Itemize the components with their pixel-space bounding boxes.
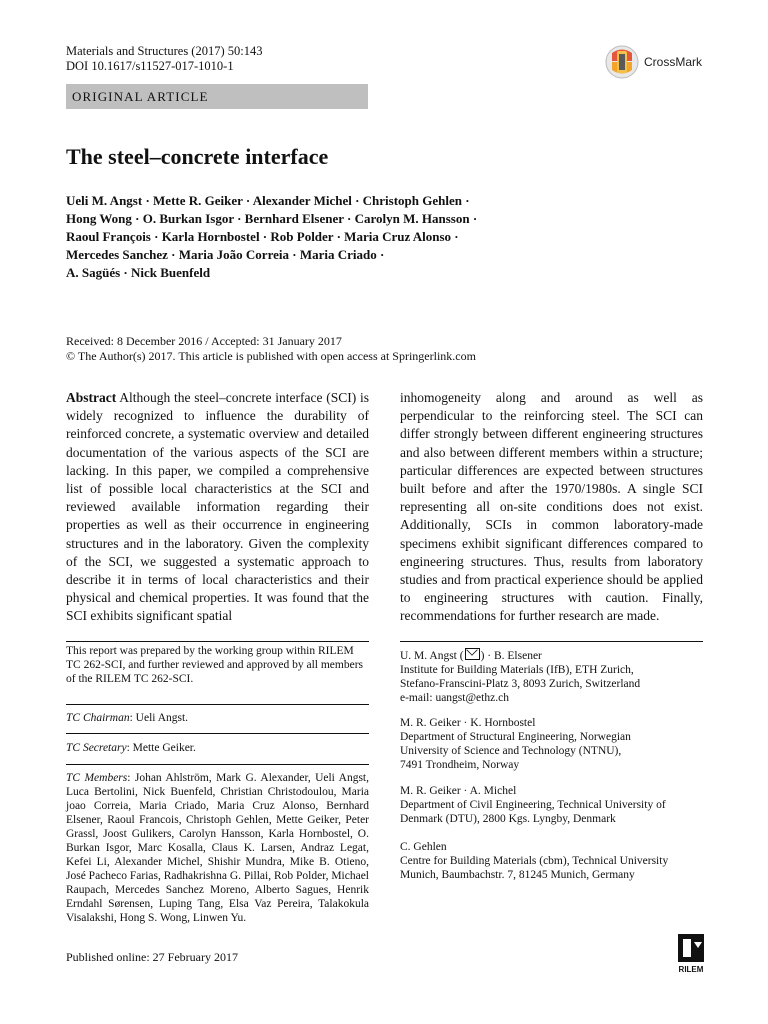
- affiliation-3: [400, 784, 703, 826]
- abstract-heading: Abstract: [66, 390, 117, 405]
- affiliation-line: Department of Civil Engineering, Technical University of: [400, 799, 666, 811]
- crossmark-label: CrossMark: [644, 55, 703, 69]
- copyright-line: © The Author(s) 2017. This article is published with open access at Springerlink.com: [66, 349, 476, 363]
- footnote-rule: [66, 641, 369, 642]
- affiliation-1: [400, 648, 703, 705]
- divider: [66, 733, 369, 734]
- affiliation-rule: [400, 641, 703, 642]
- svg-text:RILEM: RILEM: [678, 965, 704, 974]
- rilem-logo-icon: [678, 934, 704, 974]
- author-list: [66, 192, 536, 282]
- affiliation-line: Institute for Building Materials (IfB), ETH Zurich,: [400, 664, 634, 676]
- tc-members: [66, 771, 369, 925]
- published-online: Published online: 27 February 2017: [66, 950, 238, 964]
- envelope-icon[interactable]: [465, 648, 480, 660]
- affiliation-line: University of Science and Technology (NTNU),: [400, 745, 622, 757]
- chairman-name: : Ueli Angst.: [129, 712, 189, 724]
- journal-citation: Materials and Structures (2017) 50:143: [66, 44, 263, 58]
- divider: [66, 704, 369, 705]
- abstract-col-1: [66, 389, 369, 626]
- divider: [66, 764, 369, 765]
- members-list: : Johan Ahlström, Mark G. Alexander, Ueli Angst, Luca Bertolini, Nick Buenfeld, Christian Christodoulou, Maria joao Correia, Maria Criado, Maria Cruz Alonso, Bernhard Elsener, Raoul Francois, Christoph Gehlen, Mette Geiker, Peter Grassl, Joost Gulikers, Carolyn Hansson, Karla Hornbostel, O. Burkan Isgor, Marc Kosalla, Claus K. Larsen, Andraz Legat, Kefei Li, Alexander Michel, Shishir Mundra, Mike B. Otieno, José Pacheco Farias, Radhakrishna G. Pillai, Rob Polder, Michael Raupach, Mercedes Sanchez Moreno, Alberto Sagues, Henrik Erndahl Sørensen, Luping Tang, Elsa Vaz Pereira, Talakokula Visalakshi, Hong S. Wong, Linwen Yu.: [66, 772, 369, 924]
- affiliation-line: Denmark (DTU), 2800 Kgs. Lyngby, Denmark: [400, 813, 616, 825]
- affiliation-line: Stefano-Franscini-Platz 3, 8093 Zurich, Switzerland: [400, 678, 641, 690]
- affiliation-line: Munich, Baumbachstr. 7, 81245 Munich, Germany: [400, 869, 635, 881]
- secretary-label: TC Secretary: [66, 742, 127, 754]
- doi-line: DOI 10.1617/s11527-017-1010-1: [66, 59, 234, 73]
- affiliation-names: C. Gehlen: [400, 841, 447, 853]
- affiliation-names: M. R. Geiker · A. Michel: [400, 785, 517, 797]
- author-line: Hong Wong · O. Burkan Isgor · Bernhard Elsener · Carolyn M. Hansson ·: [66, 211, 478, 226]
- article-dates: [66, 334, 476, 364]
- affiliation-names-post: ) · B. Elsener: [480, 650, 542, 662]
- affiliation-line: Centre for Building Materials (cbm), Technical University: [400, 855, 669, 867]
- crossmark-badge[interactable]: [604, 43, 702, 81]
- author-line: A. Sagüés · Nick Buenfeld: [66, 265, 211, 280]
- tc-secretary: [66, 741, 369, 755]
- rilem-logo: [678, 934, 704, 979]
- article-type-banner: ORIGINAL ARTICLE: [66, 84, 368, 109]
- affiliation-line: Department of Structural Engineering, Norwegian: [400, 731, 631, 743]
- secretary-name: : Mette Geiker.: [126, 742, 196, 754]
- author-line: Mercedes Sanchez · Maria João Correia · Maria Criado ·: [66, 247, 385, 262]
- affiliation-2: [400, 716, 703, 772]
- affiliation-names: [400, 648, 703, 663]
- author-line: Ueli M. Angst · Mette R. Geiker · Alexander Michel · Christoph Gehlen ·: [66, 193, 470, 208]
- affiliation-names-pre: U. M. Angst (: [400, 650, 464, 662]
- affiliation-names: M. R. Geiker · K. Hornbostel: [400, 717, 536, 729]
- members-label: TC Members: [66, 772, 128, 784]
- affiliation-email[interactable]: e-mail: uangst@ethz.ch: [400, 692, 509, 704]
- report-note: This report was prepared by the working group within RILEM TC 262-SCI, and further reviewed and approved by all members of the RILEM TC 262-SCI.: [66, 645, 363, 685]
- affiliation-line: 7491 Trondheim, Norway: [400, 759, 520, 771]
- received-accepted: Received: 8 December 2016 / Accepted: 31 January 2017: [66, 334, 342, 348]
- journal-header: [66, 44, 262, 74]
- abstract-text: Although the steel–concrete interface (SCI) is widely recognized to influence the durability of reinforced concrete, a systematic overview and detailed documentation of the various aspects of the SCI are lacking. In this paper, we compiled a comprehensive list of possible local characteristics at the SCI and reviewed available information regarding their properties as well as their occurrence in engineering structures and in the laboratory. Given the complexity of the SCI, we suggested a systematic approach to describe it in terms of local characteristics and their physical and chemical properties. It was found that the SCI exhibits significant spatial: [66, 390, 369, 624]
- abstract-col-2: inhomogeneity along and around as well as perpendicular to the reinforcing steel. The SCI can differ strongly between different engineering structures and also between different members within a structure; particular differences are expected between structures built before and after the 1970/1980s. A single SCI representing all on-site conditions does not exist. Additionally, SCIs in common laboratory-made specimens exhibit significant differences compared to engineering structures. Thus, results from laboratory studies and from practical experience should be applied to engineering structures with caution. Finally, recommendations for further research are made.: [400, 390, 703, 624]
- paper-title: The steel–concrete interface: [66, 144, 329, 169]
- chairman-label: TC Chairman: [66, 712, 130, 724]
- affiliation-4: [400, 840, 703, 882]
- crossmark-icon: [604, 43, 640, 81]
- author-line: Raoul François · Karla Hornbostel · Rob Polder · Maria Cruz Alonso ·: [66, 229, 459, 244]
- tc-chairman: [66, 711, 369, 725]
